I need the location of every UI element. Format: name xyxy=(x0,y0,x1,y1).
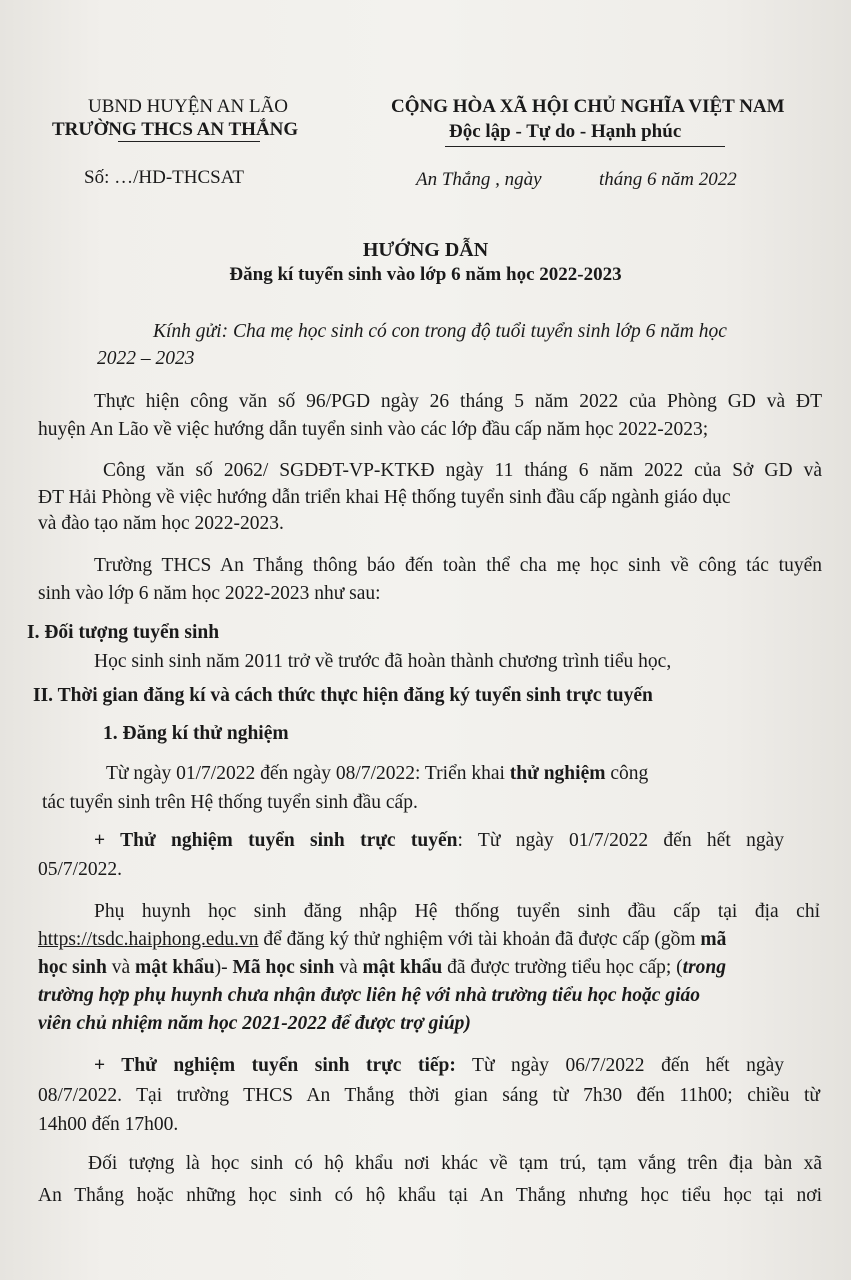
para-2-line-1: Công văn số 2062/ SGDĐT-VP-KTKĐ ngày 11 tháng 6 năm 2022 của Sở GD và xyxy=(103,460,822,481)
document-number: Số: …/HD-THCSAT xyxy=(84,167,244,188)
subsection-1-heading: 1. Đăng kí thử nghiệm xyxy=(103,723,289,744)
direct-trial-line-1 xyxy=(94,1054,784,1077)
parent-login-line-4: trường hợp phụ huynh chưa nhận được liên hệ với nhà trường tiểu học hoặc giáo xyxy=(38,985,700,1006)
para-1-line-2: huyện An Lão về việc hướng dẫn tuyển sinh vào các lớp đầu cấp năm học 2022-2023; xyxy=(38,419,709,440)
online-trial-line-2: 05/7/2022. xyxy=(38,859,122,880)
emph-in: trong xyxy=(682,957,727,978)
trial-period-text-end: công xyxy=(605,763,649,784)
section-1-text: Học sinh sinh năm 2011 trở về trước đã hoàn thành chương trình tiểu học, xyxy=(94,651,672,672)
text-and-1: và xyxy=(106,957,135,978)
para-1-line-1: Thực hiện công văn số 96/PGD ngày 26 tháng 5 năm 2022 của Phòng GD và ĐT xyxy=(94,391,822,412)
place-date-month: tháng 6 năm 2022 xyxy=(599,169,737,190)
para-3-line-2: sinh vào lớp 6 năm học 2022-2023 như sau: xyxy=(38,583,381,604)
trial-emphasis: thử nghiệm xyxy=(509,763,606,784)
emph-password-2: mật khẩu xyxy=(362,957,443,978)
text-issued: đã được trường tiểu học cấp; ( xyxy=(442,957,683,978)
parent-login-line-1: Phụ huynh học sinh đăng nhập Hệ thống tuyển sinh đầu cấp tại địa chỉ xyxy=(94,901,820,922)
text-dash: )- xyxy=(214,957,233,978)
parent-login-text: để đăng ký thử nghiệm với tài khoản đã được cấp (gồm xyxy=(258,929,701,950)
parent-login-line-3 xyxy=(38,956,726,979)
nation-motto: Độc lập - Tự do - Hạnh phúc xyxy=(449,121,682,142)
school-name-underline xyxy=(118,141,260,142)
nation-title: CỘNG HÒA XÃ HỘI CHỦ NGHĨA VIỆT NAM xyxy=(391,96,785,117)
para-2-line-2: ĐT Hải Phòng về việc hướng dẫn triển khai Hệ thống tuyển sinh đầu cấp ngành giáo dục xyxy=(38,487,731,508)
trial-period-text: Từ ngày 01/7/2022 đến ngày 08/7/2022: Triển khai xyxy=(106,763,510,784)
direct-trial-label: + Thử nghiệm tuyển sinh trực tiếp: xyxy=(94,1055,456,1076)
document-title: HƯỚNG DẪN xyxy=(362,239,489,261)
school-name: TRƯỜNG THCS AN THẮNG xyxy=(52,119,299,140)
section-1-heading: I. Đối tượng tuyển sinh xyxy=(27,622,220,643)
para-3-line-1: Trường THCS An Thắng thông báo đến toàn thể cha mẹ học sinh về công tác tuyển xyxy=(94,555,822,576)
target-line-1: Đối tượng là học sinh có hộ khẩu nơi khác về tạm trú, tạm vắng trên địa bàn xã xyxy=(88,1153,822,1174)
parent-login-line-2 xyxy=(38,928,726,951)
direct-trial-text: Từ ngày 06/7/2022 đến hết ngày xyxy=(455,1055,784,1076)
direct-trial-line-2: 08/7/2022. Tại trường THCS An Thắng thời gian sáng từ 7h30 đến 11h00; chiều từ xyxy=(38,1085,820,1106)
registration-url-link[interactable]: https://tsdc.haiphong.edu.vn xyxy=(38,929,259,950)
para-2-line-3: và đào tạo năm học 2022-2023. xyxy=(38,513,284,534)
target-line-2: An Thắng hoặc những học sinh có hộ khẩu tại An Thắng nhưng học tiểu học tại nơi xyxy=(38,1185,822,1206)
section-2-heading: II. Thời gian đăng kí và cách thức thực hiện đăng ký tuyển sinh trực tuyến xyxy=(33,685,653,706)
direct-trial-line-3: 14h00 đến 17h00. xyxy=(38,1114,179,1135)
emph-student: học sinh xyxy=(38,957,107,978)
document-subtitle: Đăng kí tuyển sinh vào lớp 6 năm học 2022-2023 xyxy=(229,264,622,285)
parent-login-line-5: viên chủ nhiệm năm học 2021-2022 để được trợ giúp) xyxy=(38,1013,471,1034)
online-trial-text: : Từ ngày 01/7/2022 đến hết ngày xyxy=(457,830,784,851)
place-date: An Thắng , ngày xyxy=(416,169,542,190)
greeting-line-1: Kính gửi: Cha mẹ học sinh có con trong độ tuổi tuyển sinh lớp 6 năm học xyxy=(153,321,727,342)
trial-period-line-1 xyxy=(106,762,648,785)
online-trial-label: + Thử nghiệm tuyển sinh trực tuyến xyxy=(94,830,458,851)
emph-password: mật khẩu xyxy=(134,957,215,978)
greeting-line-2: 2022 – 2023 xyxy=(97,348,195,369)
org-name: UBND HUYỆN AN LÃO xyxy=(88,96,289,117)
emph-student-code: Mã học sinh xyxy=(232,957,335,978)
trial-period-line-2: tác tuyển sinh trên Hệ thống tuyển sinh đầu cấp. xyxy=(42,792,418,813)
online-trial-line-1 xyxy=(94,829,784,852)
motto-underline xyxy=(445,146,725,147)
parent-login-emphasis: mã xyxy=(700,929,727,950)
text-and-2: và xyxy=(334,957,363,978)
